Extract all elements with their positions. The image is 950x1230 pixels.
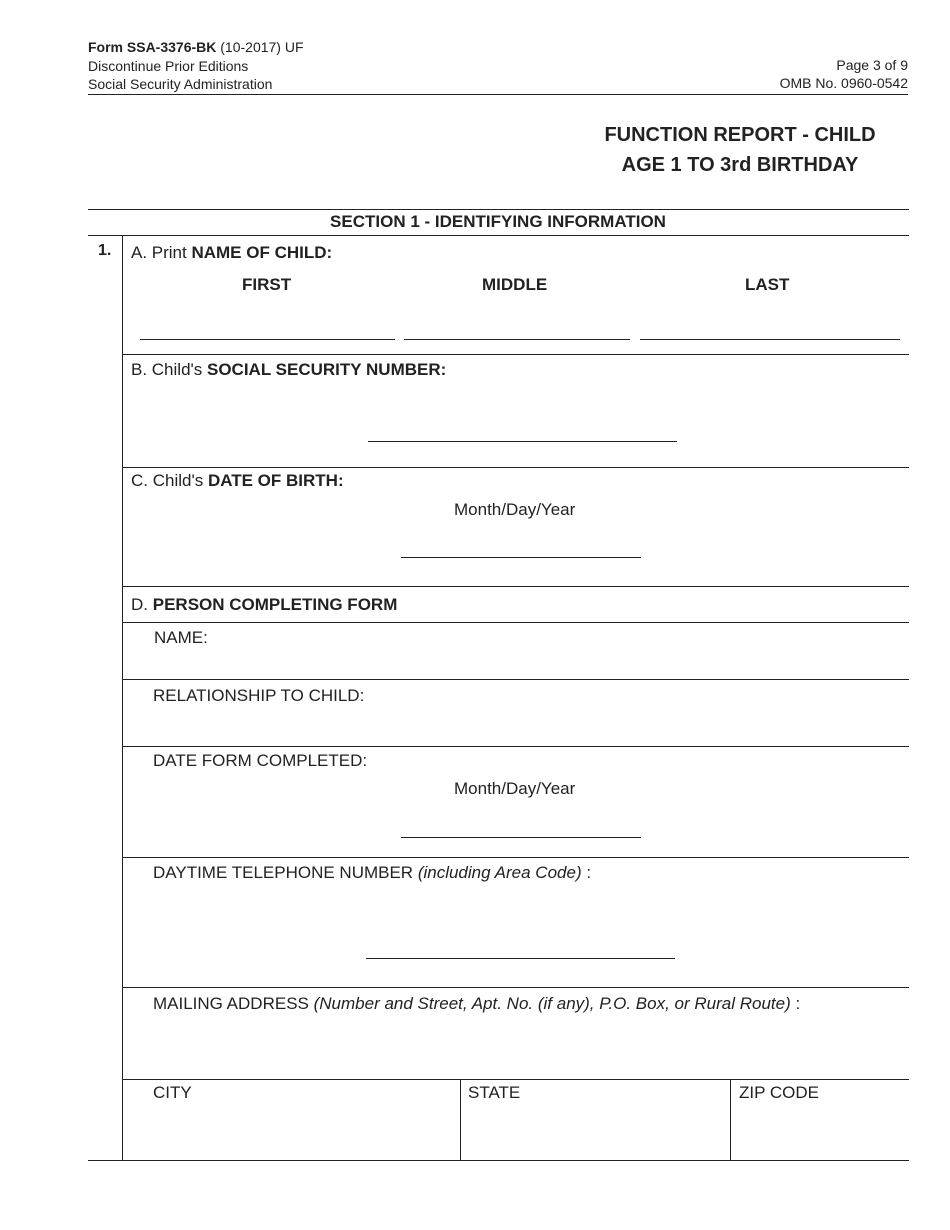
form-title: FUNCTION REPORT - CHILD bbox=[604, 124, 876, 146]
address-suffix: : bbox=[790, 994, 801, 1013]
first-name-input[interactable] bbox=[140, 318, 399, 340]
completer-name-input[interactable] bbox=[226, 628, 900, 670]
form-bottom-rule bbox=[88, 1160, 909, 1161]
dob-label bbox=[131, 471, 344, 491]
col-middle: MIDDLE bbox=[482, 275, 548, 294]
relationship-label: RELATIONSHIP TO CHILD: bbox=[153, 686, 365, 705]
ssn-prefix: B. Child's bbox=[131, 360, 207, 379]
dob-label-text: DATE OF BIRTH: bbox=[207, 471, 344, 490]
page-number: Page 3 of 9 bbox=[836, 57, 908, 73]
form-subtitle: AGE 1 TO 3rd BIRTHDAY bbox=[621, 154, 859, 176]
phone-suffix: : bbox=[581, 863, 592, 882]
dob-prefix: C. Child's bbox=[131, 471, 208, 490]
address-label bbox=[153, 994, 800, 1014]
rule-d-name bbox=[122, 622, 909, 623]
section-top-rule bbox=[88, 209, 909, 210]
state-zip-divider bbox=[730, 1079, 731, 1160]
middle-name-line bbox=[404, 339, 630, 340]
dob-input[interactable] bbox=[401, 536, 645, 558]
address-hint: (Number and Street, Apt. No. (if any), P.O. Box, or Rural Route) bbox=[313, 994, 791, 1013]
date-completed-line bbox=[401, 837, 641, 838]
person-completing-heading bbox=[131, 595, 397, 615]
col-first: FIRST bbox=[242, 275, 292, 294]
phone-input[interactable] bbox=[366, 937, 679, 959]
form-id-line bbox=[88, 38, 304, 56]
last-name-line bbox=[640, 339, 900, 340]
date-completed-label: DATE FORM COMPLETED: bbox=[153, 751, 368, 770]
form-edition: (10-2017) UF bbox=[220, 39, 304, 55]
rule-relationship-date bbox=[122, 746, 909, 747]
city-input[interactable] bbox=[153, 1115, 452, 1151]
date-completed-input[interactable] bbox=[401, 816, 645, 838]
last-name-input[interactable] bbox=[640, 318, 904, 340]
completer-name-label: NAME: bbox=[154, 628, 208, 647]
first-name-line bbox=[140, 339, 395, 340]
address-label-text: MAILING ADDRESS bbox=[153, 994, 314, 1013]
relationship-input[interactable] bbox=[395, 686, 899, 736]
phone-label bbox=[153, 863, 591, 883]
zip-label: ZIP CODE bbox=[739, 1083, 819, 1102]
rule-c-d bbox=[122, 586, 909, 587]
person-prefix: D. bbox=[131, 595, 153, 614]
name-of-child-label bbox=[131, 243, 332, 263]
state-input[interactable] bbox=[468, 1115, 722, 1151]
form-id: Form SSA-3376-BK bbox=[88, 39, 217, 55]
city-label: CITY bbox=[153, 1083, 192, 1102]
ssn-label-text: SOCIAL SECURITY NUMBER: bbox=[207, 360, 447, 379]
phone-label-text: DAYTIME TELEPHONE NUMBER bbox=[153, 863, 418, 882]
rule-name-relationship bbox=[122, 679, 909, 680]
omb-number: OMB No. 0960-0542 bbox=[779, 75, 908, 91]
item-number: 1. bbox=[98, 242, 112, 259]
rule-a-b bbox=[122, 354, 909, 355]
person-label: PERSON COMPLETING FORM bbox=[152, 595, 398, 614]
rule-b-c bbox=[122, 467, 909, 468]
agency-name: Social Security Administration bbox=[88, 76, 273, 92]
date-completed-format: Month/Day/Year bbox=[454, 779, 576, 798]
rule-address-city bbox=[122, 1079, 909, 1080]
dob-format: Month/Day/Year bbox=[454, 500, 576, 519]
dob-line bbox=[401, 557, 641, 558]
name-prefix: A. Print bbox=[131, 243, 192, 262]
name-label: NAME OF CHILD: bbox=[191, 243, 333, 262]
middle-name-input[interactable] bbox=[404, 318, 634, 340]
discontinue-note: Discontinue Prior Editions bbox=[88, 58, 249, 74]
col-last: LAST bbox=[745, 275, 790, 294]
section-bottom-rule bbox=[88, 235, 909, 236]
rule-phone-address bbox=[122, 987, 909, 988]
ssn-line bbox=[368, 441, 677, 442]
ssn-input[interactable] bbox=[368, 420, 681, 442]
address-input[interactable] bbox=[153, 1030, 897, 1068]
zip-input[interactable] bbox=[739, 1115, 903, 1151]
section-heading: SECTION 1 - IDENTIFYING INFORMATION bbox=[330, 212, 666, 231]
ssn-label bbox=[131, 360, 446, 380]
phone-line bbox=[366, 958, 675, 959]
rule-date-phone bbox=[122, 857, 909, 858]
city-state-divider bbox=[460, 1079, 461, 1160]
header-rule bbox=[88, 94, 908, 95]
item-column-divider bbox=[122, 235, 123, 1160]
phone-hint: (including Area Code) bbox=[417, 863, 582, 882]
state-label: STATE bbox=[468, 1083, 521, 1102]
